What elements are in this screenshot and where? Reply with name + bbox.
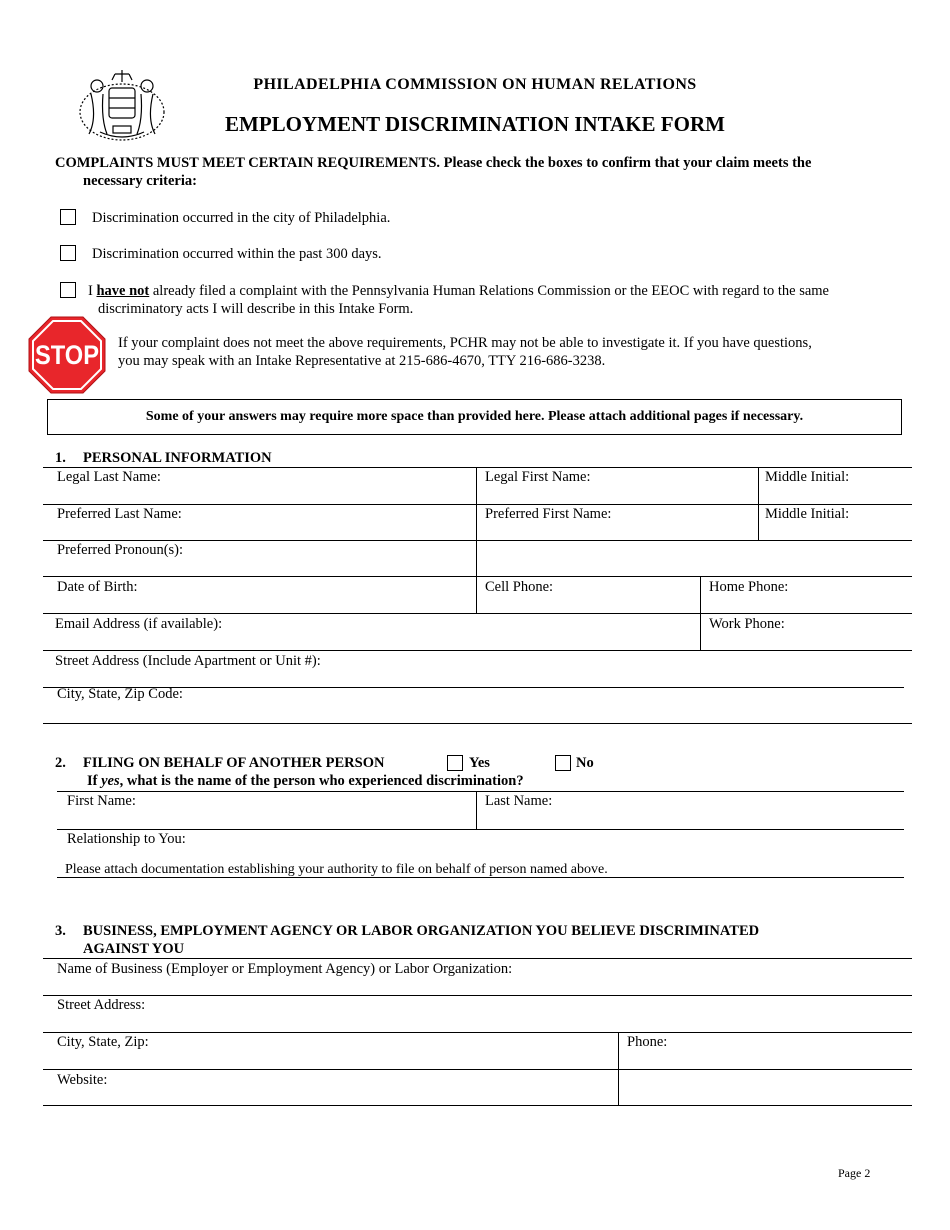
section2-number: 2. xyxy=(55,755,66,771)
section3-number: 3. xyxy=(55,923,66,939)
behalf-no-checkbox[interactable] xyxy=(555,755,571,771)
middle-initial-field[interactable]: Middle Initial: xyxy=(765,469,850,485)
section3-heading xyxy=(55,922,759,958)
s1-line xyxy=(43,504,912,505)
not-filed-line2: discriminatory acts I will describe in this Intake Form. xyxy=(98,301,414,317)
requirements-intro-line2: necessary criteria: xyxy=(83,173,197,189)
stop-notice-line1: If your complaint does not meet the above requirements, PCHR may not be able to investigate it. If you have questions, xyxy=(118,335,812,351)
s1-line xyxy=(43,540,912,541)
email-field[interactable]: Email Address (if available): xyxy=(55,616,223,632)
requirement-checkbox-philadelphia[interactable] xyxy=(60,209,76,225)
legal-first-name-field[interactable]: Legal First Name: xyxy=(485,469,591,485)
other-last-name-field[interactable]: Last Name: xyxy=(485,793,553,809)
preferred-middle-initial-field[interactable]: Middle Initial: xyxy=(765,506,850,522)
s2-divider xyxy=(476,791,477,829)
s3-line xyxy=(43,995,912,996)
authority-note: Please attach documentation establishing your authority to file on behalf of person named above. xyxy=(65,862,608,877)
attach-pages-notice: Some of your answers may require more space than provided here. Please attach additional pages if necessary. xyxy=(47,399,902,435)
s1-line xyxy=(43,650,912,651)
work-phone-field[interactable]: Work Phone: xyxy=(709,616,785,632)
question-emphasis: yes xyxy=(101,773,120,789)
not-filed-emphasis: have not xyxy=(96,283,150,299)
requirements-intro-line1: COMPLAINTS MUST MEET CERTAIN REQUIREMENTS. Please check the boxes to confirm that your claim meets the xyxy=(55,155,812,171)
behalf-no-label: No xyxy=(576,755,594,771)
section1-heading xyxy=(55,450,272,467)
s2-line xyxy=(57,877,904,878)
stop-notice-text xyxy=(118,334,878,370)
section3-title-line2: AGAINST YOU xyxy=(83,941,185,957)
preferred-pronouns-field[interactable]: Preferred Pronoun(s): xyxy=(57,542,184,558)
s1-line xyxy=(43,613,912,614)
not-filed-prefix: I xyxy=(88,283,93,299)
section2-question xyxy=(87,773,524,790)
legal-last-name-field[interactable]: Legal Last Name: xyxy=(57,469,161,485)
section1-title: PERSONAL INFORMATION xyxy=(83,450,272,466)
business-phone-field[interactable]: Phone: xyxy=(627,1034,668,1050)
business-city-state-zip-field[interactable]: City, State, Zip: xyxy=(57,1034,149,1050)
preferred-last-name-field[interactable]: Preferred Last Name: xyxy=(57,506,182,522)
requirement-label-300-days: Discrimination occurred within the past 300 days. xyxy=(92,246,382,262)
s3-line xyxy=(43,1105,912,1106)
s3-divider xyxy=(618,1032,619,1105)
organization-name: PHILADELPHIA COMMISSION ON HUMAN RELATIONS xyxy=(253,76,697,93)
s2-line xyxy=(57,791,904,792)
requirement-checkbox-not-filed[interactable] xyxy=(60,282,76,298)
street-address-field[interactable]: Street Address (Include Apartment or Unit #): xyxy=(55,653,321,669)
stop-notice-line2: you may speak with an Intake Representative at 215-686-4670, TTY 216-686-3238. xyxy=(118,353,606,369)
preferred-first-name-field[interactable]: Preferred First Name: xyxy=(485,506,612,522)
s1-divider xyxy=(700,576,701,650)
section2-heading xyxy=(55,755,384,772)
business-name-field[interactable]: Name of Business (Employer or Employment Agency) or Labor Organization: xyxy=(57,961,513,977)
s3-line xyxy=(43,1032,912,1033)
not-filed-rest: already filed a complaint with the Pennsylvania Human Relations Commission or the EEOC with regard to the same xyxy=(152,283,829,299)
home-phone-field[interactable]: Home Phone: xyxy=(709,579,789,595)
s1-divider xyxy=(758,467,759,540)
form-title: EMPLOYMENT DISCRIMINATION INTAKE FORM xyxy=(225,112,725,136)
cell-phone-field[interactable]: Cell Phone: xyxy=(485,579,554,595)
requirement-label-not-filed xyxy=(88,282,898,318)
s2-line xyxy=(57,829,904,830)
requirements-intro xyxy=(55,154,895,190)
date-of-birth-field[interactable]: Date of Birth: xyxy=(57,579,138,595)
requirement-checkbox-300-days[interactable] xyxy=(60,245,76,261)
behalf-yes-label: Yes xyxy=(469,755,490,771)
section2-title: FILING ON BEHALF OF ANOTHER PERSON xyxy=(83,755,385,771)
s3-line xyxy=(43,1069,912,1070)
s3-line xyxy=(43,958,912,959)
page-number: Page 2 xyxy=(838,1166,871,1180)
relationship-field[interactable]: Relationship to You: xyxy=(67,831,186,847)
section3-title-line1: BUSINESS, EMPLOYMENT AGENCY OR LABOR ORGANIZATION YOU BELIEVE DISCRIMINATED xyxy=(83,923,760,939)
stop-sign-icon xyxy=(28,316,106,394)
s1-line xyxy=(43,723,912,724)
requirement-label-philadelphia: Discrimination occurred in the city of Philadelphia. xyxy=(92,210,391,226)
stop-sign-label: STOP xyxy=(35,340,99,370)
business-street-field[interactable]: Street Address: xyxy=(57,997,146,1013)
section1-number: 1. xyxy=(55,450,66,466)
s1-line xyxy=(43,576,912,577)
question-prefix: If xyxy=(87,773,98,789)
other-first-name-field[interactable]: First Name: xyxy=(67,793,136,809)
behalf-yes-checkbox[interactable] xyxy=(447,755,463,771)
question-rest: , what is the name of the person who experienced discrimination? xyxy=(119,773,524,789)
s1-line xyxy=(43,467,912,468)
city-state-zip-field[interactable]: City, State, Zip Code: xyxy=(57,686,183,702)
business-website-field[interactable]: Website: xyxy=(57,1072,108,1088)
s1-divider xyxy=(476,467,477,613)
